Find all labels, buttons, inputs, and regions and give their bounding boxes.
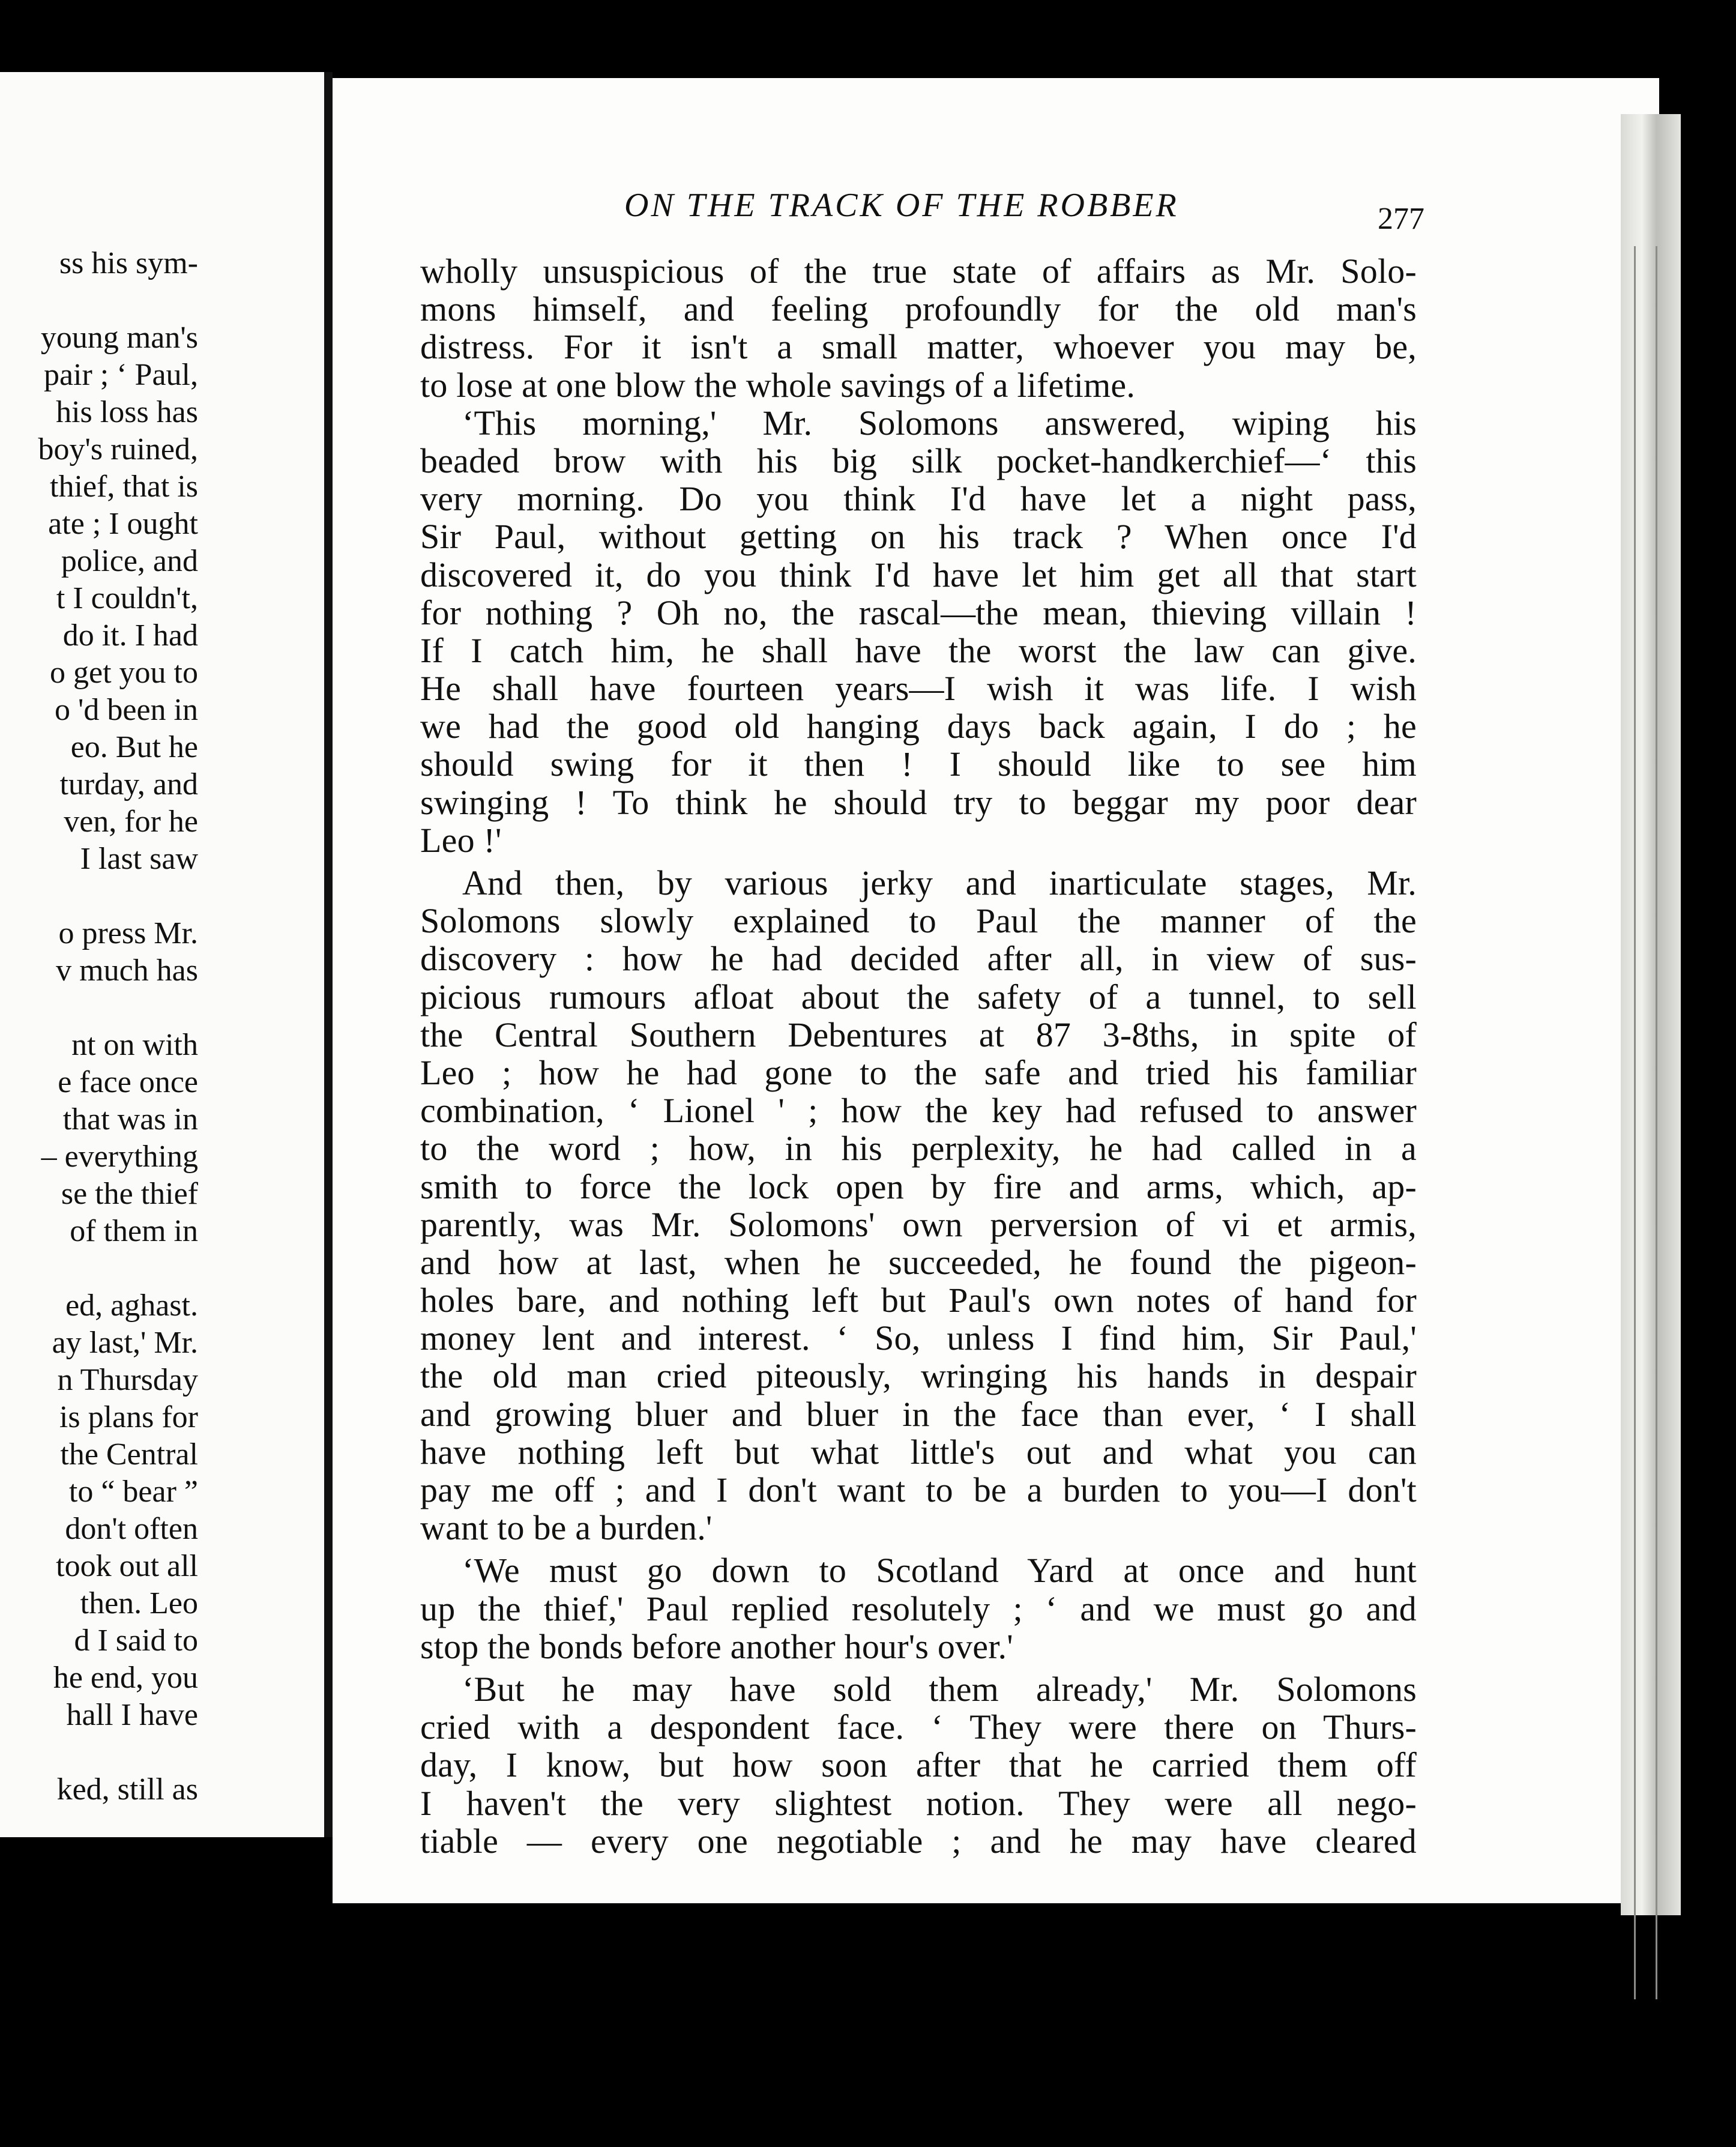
text-line: distress. For it isn't a small matter, whoever you may be, [420,327,1417,367]
left-page-line: d I said to [74,1623,198,1658]
left-page-line: o press Mr. [58,916,198,950]
text-line: ‘But he may have sold them already,' Mr. Solomons [462,1669,1417,1709]
left-page-line: ven, for he [64,805,198,839]
page-edge-line [1634,246,1636,1999]
text-line: the old man cried piteously, wringing his hands in despair [420,1356,1417,1396]
text-line: picious rumours afloat about the safety of a tunnel, to sell [420,977,1417,1016]
text-line: and how at last, when he succeeded, he found the pigeon- [420,1242,1417,1282]
book-gutter [324,72,333,1837]
left-page-line: o 'd been in [55,693,198,727]
text-line: Solomons slowly explained to Paul the manner of the [420,901,1417,941]
left-page-fragment [0,72,330,1837]
text-line: pay me off ; and I don't want to be a burden to you—I don't [420,1470,1417,1509]
left-page-line: took out all [56,1549,198,1583]
left-page-line: boy's ruined, [38,432,198,467]
left-page-line: police, and [61,544,198,578]
left-page-line: I last saw [80,842,198,876]
left-page-line: the Central [60,1437,198,1472]
text-line: If I catch him, he shall have the worst the law can give. [420,630,1417,670]
left-page-line: young man's [40,321,198,355]
text-line: smith to force the lock open by fire and arms, which, ap- [420,1167,1417,1206]
text-line: Leo ; how he had gone to the safe and tried his familiar [420,1052,1417,1092]
left-page-line: ed, aghast. [65,1288,198,1323]
body-text [420,252,1417,1860]
text-line: tiable — every one negotiable ; and he may have cleared [420,1821,1417,1861]
text-line: stop the bonds before another hour's over.' [420,1626,1013,1666]
page-edge-line [1656,246,1657,1999]
text-line: discovery : how he had decided after all, in view of sus- [420,939,1417,979]
left-page-line: ate ; I ought [48,507,198,541]
left-page-line: se the thief [61,1177,198,1211]
text-line: we had the good old hanging days back again, I do ; he [420,707,1417,746]
running-head: ON THE TRACK OF THE ROBBER [624,187,1179,224]
left-page-line: nt on with [71,1028,198,1062]
text-line: day, I know, but how soon after that he carried them off [420,1745,1417,1785]
left-page-line: n Thursday [57,1363,198,1397]
left-page-line: ss his sym- [59,246,198,280]
left-page-line: o get you to [50,656,198,690]
text-line: wholly unsuspicious of the true state of affairs as Mr. Solo- [420,252,1417,291]
left-page-line: e face once [58,1065,198,1099]
left-page-line: v much has [56,953,198,988]
left-page-line: hall I have [66,1698,198,1732]
left-page-line: then. Leo [80,1586,198,1620]
text-line: to the word ; how, in his perplexity, he had called in a [420,1129,1417,1168]
text-line: He shall have fourteen years—I wish it was life. I wish [420,669,1417,708]
left-page-line: thief, that is [50,470,198,504]
text-line: discovered it, do you think I'd have let him get all that start [420,555,1417,594]
text-line: ‘This morning,' Mr. Solomons answered, wiping his [462,403,1417,442]
text-line: money lent and interest. ‘ So, unless I find him, Sir Paul,' [420,1318,1417,1358]
left-page-line: ked, still as [56,1772,198,1807]
left-page-line: that was in [62,1102,198,1137]
page-edges [1621,114,1681,1915]
left-page-line: of them in [70,1214,198,1248]
left-page-line: don't often [65,1512,198,1546]
text-line: parently, was Mr. Solomons' own perversion of vi et armis, [420,1204,1417,1244]
text-line: up the thief,' Paul replied resolutely ; ‘ and we must go and [420,1589,1417,1628]
left-page-line: turday, and [59,767,198,802]
text-line: cried with a despondent face. ‘ They were there on Thurs- [420,1708,1417,1747]
text-line: for nothing ? Oh no, the rascal—the mean, thieving villain ! [420,593,1417,632]
left-page-line: – everything [41,1140,198,1174]
text-line: beaded brow with his big silk pocket-handkerchief—‘ this [420,441,1417,480]
left-page-line: do it. I had [62,618,198,653]
text-line: mons himself, and feeling profoundly for the old man's [420,289,1417,329]
text-line: to lose at one blow the whole savings of a lifetime. [420,365,1136,405]
text-line: combination, ‘ Lionel ' ; how the key had refused to answer [420,1091,1417,1131]
text-line: very morning. Do you think I'd have let a night pass, [420,479,1417,519]
text-line: Leo !' [420,820,502,860]
left-page-line: t I couldn't, [56,581,198,615]
text-line: should swing for it then ! I should like to see him [420,744,1417,784]
text-line: I haven't the very slightest notion. They were all nego- [420,1783,1417,1823]
left-page-line: eo. But he [70,730,198,764]
page-number: 277 [1378,202,1424,236]
text-line: the Central Southern Debentures at 87 3-8ths, in spite of [420,1015,1417,1054]
left-page-line: ay last,' Mr. [52,1326,198,1360]
text-line: ‘We must go down to Scotland Yard at once and hunt [462,1551,1417,1590]
text-line: And then, by various jerky and inarticulate stages, Mr. [462,863,1417,902]
text-line: and growing bluer and bluer in the face than ever, ‘ I shall [420,1394,1417,1434]
text-line: holes bare, and nothing left but Paul's own notes of hand for [420,1281,1417,1320]
left-page-line: is plans for [59,1400,198,1434]
left-page-line: to “ bear ” [68,1475,198,1509]
text-line: want to be a burden.' [420,1508,713,1548]
text-line: swinging ! To think he should try to beggar my poor dear [420,782,1417,822]
text-line: have nothing left but what little's out and what you can [420,1432,1417,1472]
left-page-line: pair ; ‘ Paul, [43,358,198,392]
left-page-line: he end, you [53,1661,198,1695]
left-page-line: his loss has [56,395,198,429]
text-line: Sir Paul, without getting on his track ? When once I'd [420,517,1417,557]
